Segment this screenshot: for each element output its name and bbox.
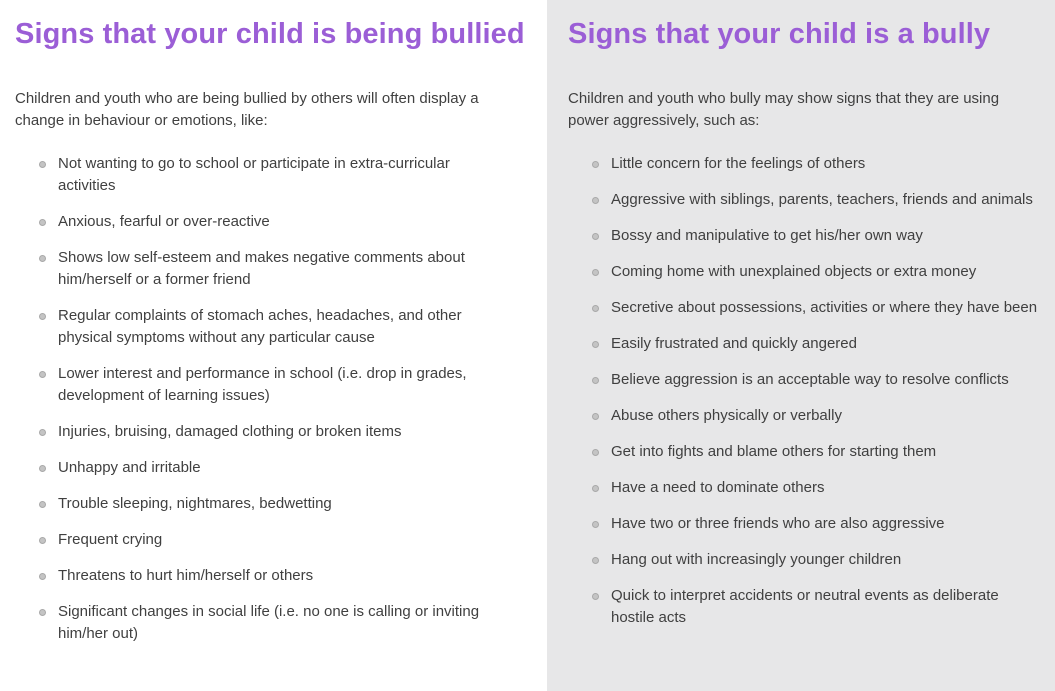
list-item-text: Lower interest and performance in school (i.e. drop in grades, development of learning issues) [58,365,467,404]
list-item [15,565,505,587]
bullied-signs-list [15,153,547,645]
list-item-text: Anxious, fearful or over-reactive [58,213,270,230]
list-item [568,189,1044,211]
bullet-icon [592,233,599,240]
list-item [15,457,505,479]
list-item [568,549,1044,571]
bullet-icon [592,521,599,528]
list-item [568,369,1044,391]
list-item [15,421,505,443]
list-item [15,211,505,233]
bullet-icon [592,161,599,168]
list-item-text: Unhappy and irritable [58,459,201,476]
list-item-text: Secretive about possessions, activities or where they have been [611,299,1038,316]
list-item [568,333,1044,355]
list-item [15,247,505,291]
list-item [568,477,1044,499]
list-item-text: Significant changes in social life (i.e. no one is calling or inviting him/her out) [58,603,480,642]
list-item [15,529,505,551]
bullet-icon [592,341,599,348]
bullet-icon [39,465,46,472]
bullet-icon [592,449,599,456]
list-item [15,363,505,407]
list-item-text: Abuse others physically or verbally [611,407,842,424]
list-item [568,513,1044,535]
bullet-icon [39,255,46,262]
list-item-text: Have two or three friends who are also aggressive [611,515,945,532]
list-item-text: Shows low self-esteem and makes negative comments about him/herself or a former friend [58,249,465,288]
bullet-icon [592,413,599,420]
list-item [568,405,1044,427]
list-item [568,297,1044,319]
list-item-text: Bossy and manipulative to get his/her own way [611,227,923,244]
list-item-text: Threatens to hurt him/herself or others [58,567,314,584]
list-item [15,305,505,349]
bullied-signs-intro: Children and youth who are being bullied by others will often display a change in behaviour or emotions, like: [15,90,479,129]
bully-signs-column [547,0,1055,691]
list-item [568,153,1044,175]
bullet-icon [592,197,599,204]
bully-signs-list [568,153,1055,629]
bullet-icon [592,485,599,492]
bullied-signs-heading: Signs that your child is being bullied [15,18,525,50]
list-item-text: Aggressive with siblings, parents, teachers, friends and animals [611,191,1033,208]
bullet-icon [592,305,599,312]
list-item-text: Injuries, bruising, damaged clothing or broken items [58,423,402,440]
bully-signs-heading: Signs that your child is a bully [568,18,991,50]
list-item [15,601,505,645]
bullet-icon [592,377,599,384]
bully-signs-intro: Children and youth who bully may show signs that they are using power aggressively, such as: [568,90,1000,129]
list-item [568,225,1044,247]
list-item-text: Little concern for the feelings of others [611,155,866,172]
list-item [568,585,1044,629]
list-item-text: Trouble sleeping, nightmares, bedwetting [58,495,332,512]
list-item [568,441,1044,463]
bullet-icon [39,609,46,616]
list-item-text: Hang out with increasingly younger children [611,551,902,568]
bullet-icon [39,501,46,508]
bullet-icon [39,219,46,226]
list-item [15,153,505,197]
list-item [15,493,505,515]
bullet-icon [39,161,46,168]
bullet-icon [39,313,46,320]
bullet-icon [39,537,46,544]
list-item-text: Frequent crying [58,531,163,548]
list-item-text: Not wanting to go to school or participate in extra-curricular activities [58,155,450,194]
list-item-text: Quick to interpret accidents or neutral events as deliberate hostile acts [611,587,999,626]
list-item [568,261,1044,283]
list-item-text: Have a need to dominate others [611,479,825,496]
bullet-icon [39,371,46,378]
list-item-text: Easily frustrated and quickly angered [611,335,857,352]
list-item-text: Coming home with unexplained objects or extra money [611,263,977,280]
list-item-text: Get into fights and blame others for starting them [611,443,937,460]
list-item-text: Believe aggression is an acceptable way to resolve conflicts [611,371,1009,388]
list-item-text: Regular complaints of stomach aches, headaches, and other physical symptoms without any particular cause [58,307,462,346]
bullet-icon [39,429,46,436]
bullet-icon [39,573,46,580]
bullet-icon [592,269,599,276]
bullet-icon [592,557,599,564]
bullet-icon [592,593,599,600]
